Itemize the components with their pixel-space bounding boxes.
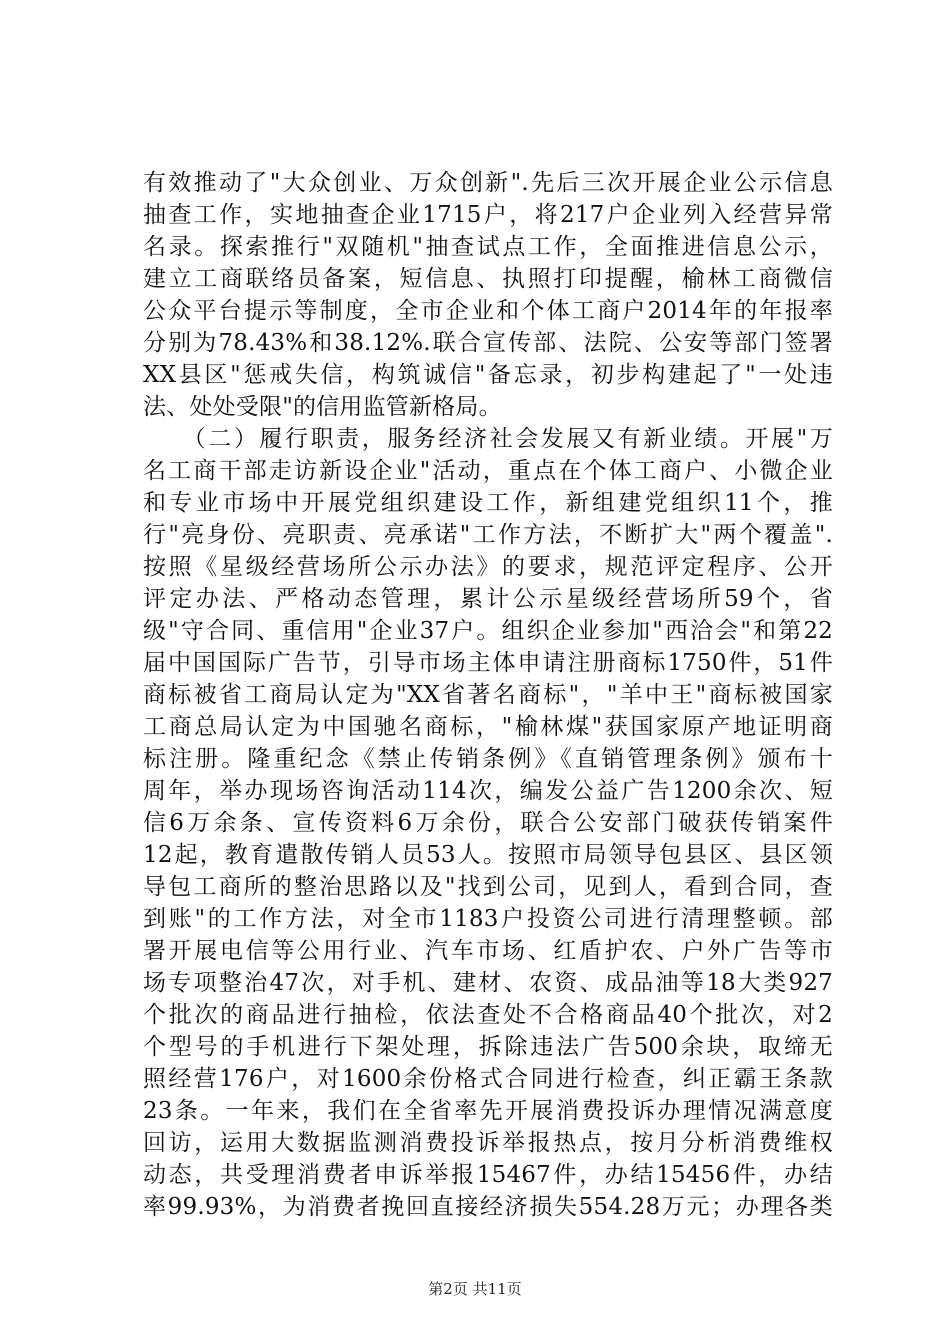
- text-line: 导包工商所的整治思路以及"找到公司，见到人，看到合同，查: [143, 874, 833, 900]
- text-line: 工商总局认定为中国驰名商标，"榆林煤"获国家原产地证明商: [143, 714, 833, 740]
- body-text: [143, 167, 833, 1223]
- text-line: 署开展电信等公用行业、汽车市场、红盾护农、户外广告等市: [143, 938, 833, 964]
- text-line: 周年，举办现场咨询活动114次，编发公益广告1200余次、短: [143, 778, 833, 804]
- text-line: 12起，教育遣散传销人员53人。按照市局领导包县区、县区领: [143, 842, 833, 868]
- text-line: 回访，运用大数据监测消费投诉举报热点，按月分析消费维权: [143, 1130, 833, 1156]
- text-line: 法、处处受限"的信用监管新格局。: [143, 394, 502, 420]
- text-line: 建立工商联络员备案，短信息、执照打印提醒，榆林工商微信: [143, 266, 833, 292]
- text-line: 抽查工作，实地抽查企业1715户，将217户企业列入经营异常: [143, 202, 833, 228]
- text-line: 届中国国际广告节，引导市场主体申请注册商标1750件，51件: [143, 650, 833, 676]
- text-line: 名工商干部走访新设企业"活动，重点在个体工商户、小微企业: [143, 458, 833, 484]
- text-line: 商标被省工商局认定为"XX省著名商标"，"羊中王"商标被国家: [143, 682, 833, 708]
- text-line: 级"守合同、重信用"企业37户。组织企业参加"西洽会"和第22: [143, 618, 833, 644]
- text-line: 个型号的手机进行下架处理，拆除违法广告500余块，取缔无: [143, 1034, 833, 1060]
- text-line: 行"亮身份、亮职责、亮承诺"工作方法，不断扩大"两个覆盖".: [143, 522, 833, 548]
- text-line: 到账"的工作方法，对全市1183户投资公司进行清理整顿。部: [143, 906, 833, 932]
- text-line: 动态，共受理消费者申诉举报15467件，办结15456件，办结: [143, 1162, 833, 1188]
- page-number: 第2页 共11页: [428, 1280, 522, 1298]
- text-line: 名录。探索推行"双随机"抽查试点工作，全面推进信息公示，: [143, 234, 833, 260]
- text-line: 分别为78.43%和38.12%.联合宣传部、法院、公安等部门签署: [143, 330, 833, 356]
- text-line: 个批次的商品进行抽检，依法查处不合格商品40个批次，对2: [143, 1002, 833, 1028]
- text-line: XX县区"惩戒失信，构筑诚信"备忘录，初步构建起了"一处违: [143, 362, 833, 388]
- text-line: 公众平台提示等制度，全市企业和个体工商户2014年的年报率: [143, 298, 833, 324]
- text-line: 标注册。隆重纪念《禁止传销条例》《直销管理条例》颁布十: [143, 746, 833, 772]
- text-line: 按照《星级经营场所公示办法》的要求，规范评定程序、公开: [143, 554, 833, 580]
- text-line: 照经营176户，对1600余份格式合同进行检查，纠正霸王条款: [143, 1066, 833, 1092]
- text-line: 评定办法、严格动态管理，累计公示星级经营场所59个，省: [143, 586, 833, 612]
- text-line: 信6万余条、宣传资料6万余份，联合公安部门破获传销案件: [143, 810, 833, 836]
- text-line: 有效推动了"大众创业、万众创新".先后三次开展企业公示信息: [143, 170, 833, 196]
- text-line: 和专业市场中开展党组织建设工作，新组建党组织11个，推: [143, 490, 833, 516]
- text-line: （二）履行职责，服务经济社会发展又有新业绩。开展"万: [143, 426, 833, 452]
- text-line: 场专项整治47次，对手机、建材、农资、成品油等18大类927: [143, 970, 833, 996]
- text-line: 23条。一年来，我们在全省率先开展消费投诉办理情况满意度: [143, 1098, 833, 1124]
- text-line: 率99.93%，为消费者挽回直接经济损失554.28万元；办理各类: [143, 1194, 833, 1220]
